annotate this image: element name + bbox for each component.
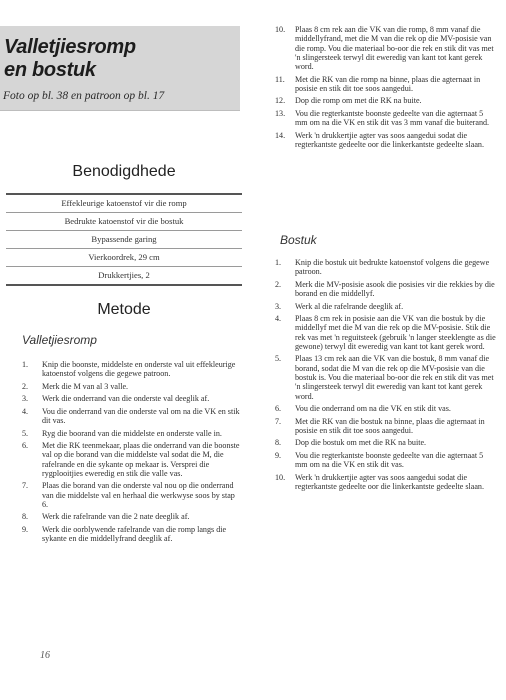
- requirements-list: [6, 193, 242, 286]
- step-number: 10.: [275, 25, 286, 34]
- step-number: 12.: [275, 96, 286, 106]
- bodice-subheading: Bostuk: [280, 233, 317, 247]
- step-number: 2.: [22, 381, 29, 391]
- step-number: 4.: [275, 314, 282, 324]
- step-number: 1.: [22, 360, 29, 369]
- step-number: 6.: [275, 404, 282, 414]
- step-text: Met die RK van die bostuk na binne, plaas die agternaat in posisie en stik dit toe soos aangedui.: [295, 416, 485, 435]
- list-item: [271, 131, 497, 150]
- requirement-item: Bedrukte katoenstof vir die bostuk: [6, 213, 242, 231]
- step-text: Knip die bostuk uit bedrukte katoenstof volgens die gegewe patroon.: [295, 258, 490, 277]
- step-text: Met die RK teenmekaar, plaas die onderrand van die boonste val op die borand van die middelste val sodat die M, die rafelrande en die sykante op mekaar is. Versprei die rygplooitjies eweredig en stik die valle vas.: [42, 441, 240, 478]
- skirt-steps-list-continued: [271, 25, 497, 153]
- step-number: 5.: [275, 354, 282, 364]
- step-text: Plaas die borand van die onderste val nou op die onderrand van die middelste val en herhaal die werkwyse soos by stap 6.: [42, 481, 235, 509]
- page-title-line-1: Valletjiesromp: [4, 36, 136, 58]
- step-number: 9.: [275, 450, 282, 460]
- step-number: 4.: [22, 406, 29, 416]
- list-item: [271, 109, 497, 128]
- step-text: Werk 'n drukkertjie agter vas soos aangedui sodat die regterkantste gedeelte oor die linkerkantste gedeelte slaan.: [295, 130, 484, 150]
- step-text: Plaas 8 cm rek in posisie aan die VK van die bostuk by die middellyf met die M van die rek op die MV-posisie. Stik die rek vas met 'n reguitsteek (gebruik 'n langer steeklengte as die gewone) terwyl dit eweredig van kant tot kant gerek word.: [295, 314, 496, 351]
- step-number: 3.: [22, 394, 29, 404]
- bodice-steps-list: [271, 258, 497, 494]
- step-text: Dop die romp om met die RK na buite.: [295, 96, 422, 106]
- step-number: 9.: [22, 524, 29, 534]
- list-item: [18, 407, 242, 426]
- step-text: Met die RK van die romp na binne, plaas die agternaat in posisie en stik dit toe soos aangedui.: [295, 74, 481, 93]
- step-number: 5.: [22, 428, 29, 438]
- list-item: [271, 417, 497, 436]
- list-item: [271, 438, 497, 447]
- list-item: [271, 302, 497, 311]
- step-text: Merk die M van al 3 valle.: [42, 381, 129, 391]
- step-number: 6.: [22, 441, 29, 451]
- requirement-item: Vierkoordrek, 29 cm: [6, 249, 242, 267]
- list-item: [271, 314, 497, 351]
- list-item: [271, 473, 497, 492]
- list-item: [271, 75, 497, 94]
- step-number: 7.: [275, 416, 282, 426]
- list-item: [18, 382, 242, 391]
- page-number: 16: [40, 650, 50, 661]
- requirement-item: Drukkertjies, 2: [6, 267, 242, 286]
- requirements-heading: Benodigdhede: [72, 163, 176, 180]
- step-text: Plaas 8 cm rek aan die VK van die romp, 8 mm vanaf die middellyfrand, met die M van die rek op die MV-posisie van die romp. Vou die materiaal bo-oor die rek en stik dit vas met 'n slingersteek terwyl dit eweredig van kant tot kant gerek word.: [295, 25, 494, 72]
- list-item: [18, 441, 242, 478]
- step-text: Vou die regterkantste boonste gedeelte van die agternaat 5 mm om na die VK en stik dit vas 3 mm vanaf die buiterand.: [295, 108, 490, 128]
- skirt-subheading: Valletjiesromp: [22, 333, 97, 347]
- step-number: 7.: [22, 481, 29, 491]
- list-item: [271, 404, 497, 413]
- step-text: Vou die onderrand om na die VK en stik dit vas.: [295, 404, 451, 414]
- step-text: Werk die rafelrande van die 2 nate deeglik af.: [42, 512, 190, 522]
- step-text: Werk al die rafelrande deeglik af.: [295, 301, 404, 311]
- step-number: 1.: [275, 258, 282, 267]
- list-item: [271, 280, 497, 299]
- list-item: [18, 525, 242, 544]
- page-subtitle: Foto op bl. 38 en patroon op bl. 17: [3, 90, 165, 102]
- step-number: 13.: [275, 108, 286, 118]
- skirt-steps-list: [18, 360, 242, 547]
- requirement-item: Bypassende garing: [6, 231, 242, 249]
- step-text: Werk die oorblywende rafelrande van die romp langs die sykante en die middellyfrand deeglik af.: [42, 524, 227, 544]
- step-text: Werk die onderrand van die onderste val deeglik af.: [42, 394, 210, 404]
- list-item: [18, 429, 242, 438]
- step-text: Merk die MV-posisie asook die posisies vir die rekkies by die borand en die middellyf.: [295, 279, 495, 299]
- step-text: Dop die bostuk om met die RK na buite.: [295, 438, 427, 448]
- step-text: Vou die onderrand van die onderste val om na die VK en stik dit vas.: [42, 406, 240, 426]
- requirement-item: Effekleurige katoenstof vir die romp: [6, 195, 242, 213]
- list-item: [271, 451, 497, 470]
- list-item: [271, 96, 497, 105]
- list-item: [18, 394, 242, 403]
- step-number: 14.: [275, 130, 286, 140]
- page-title-line-2: en bostuk: [4, 59, 96, 81]
- list-item: [271, 25, 497, 71]
- step-text: Vou die regterkantste boonste gedeelte van die agternaat 5 mm om na die VK en stik dit vas.: [295, 450, 484, 470]
- list-item: [18, 481, 242, 509]
- list-item: [271, 258, 497, 277]
- step-text: Knip die boonste, middelste en onderste val uit effekleurige katoenstof volgens die gegewe patroon.: [42, 360, 236, 379]
- step-text: Werk 'n drukkertjie agter vas soos aangedui sodat die regterkantste gedeelte oor die linkerkantste gedeelte slaan.: [295, 472, 484, 491]
- step-text: Plaas 13 cm rek aan die VK van die bostuk, 8 mm vanaf die borand, sodat die M van die rek op die MV-posisie van die bostuk is. Vou die materiaal bo-oor die rek en stik dit vas met 'n slingersteek terwyl dit eweredig van kant tot kant gerek word.: [295, 354, 494, 401]
- step-number: 10.: [275, 472, 286, 482]
- list-item: [18, 512, 242, 521]
- step-number: 3.: [275, 301, 282, 311]
- step-number: 8.: [22, 512, 29, 522]
- method-heading: Metode: [97, 301, 151, 318]
- step-number: 2.: [275, 279, 282, 289]
- list-item: [271, 354, 497, 400]
- step-text: Ryg die boorand van die middelste en onderste valle in.: [42, 428, 222, 438]
- list-item: [18, 360, 242, 379]
- step-number: 8.: [275, 438, 282, 448]
- step-number: 11.: [275, 74, 285, 84]
